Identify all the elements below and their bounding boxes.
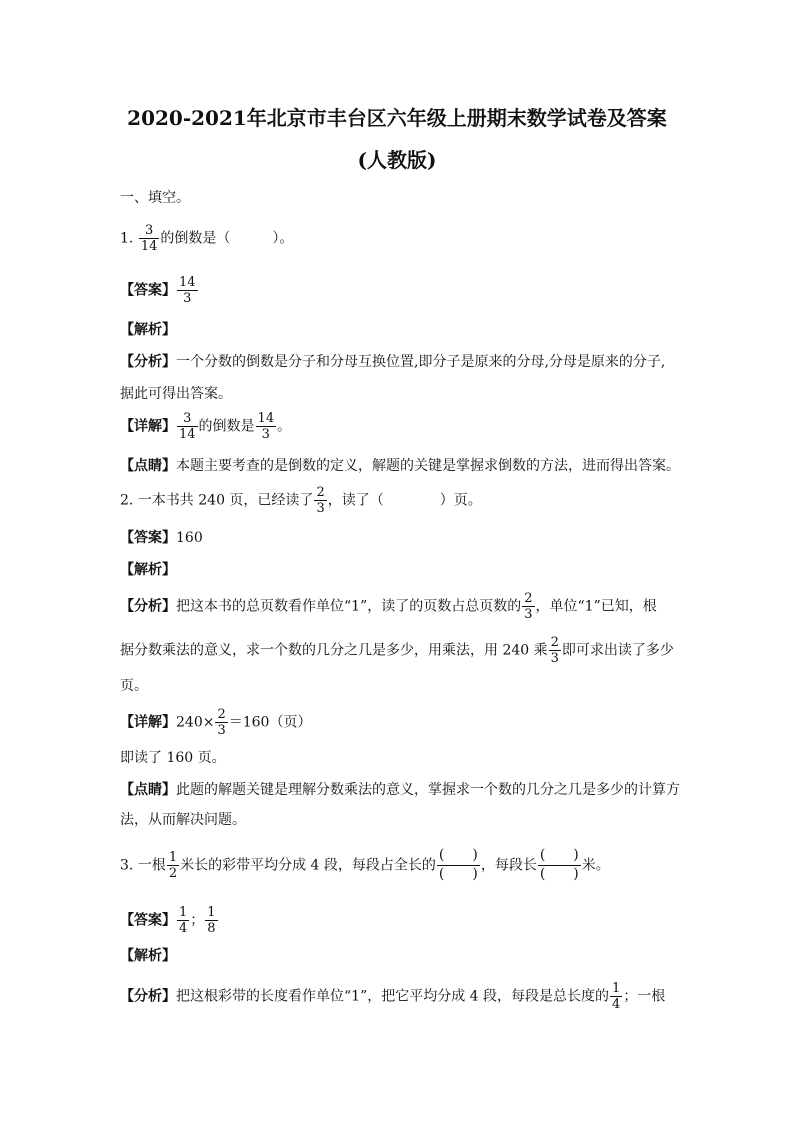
answer-value: 160 [176,530,203,546]
detail-text: 。 [277,418,292,435]
analysis-text: 把这根彩带的长度看作单位“1”，把它平均分成 4 段，每段是总长度的 [176,988,610,1005]
fraction: $\frac{1}{2}$ [168,850,178,881]
analysis-line [120,592,657,621]
detail-text: ＝160（页） [228,714,312,731]
dianjing-line [120,456,680,476]
question-text: 米。 [581,857,610,874]
analysis-text: 把这本书的总页数看作单位“1”，读了的页数占总页数的 [176,598,522,615]
detail-text: 240× [176,714,215,731]
analysis-label: 【解析】 [120,948,176,964]
fraction: $\frac{3}{14}$ [140,223,158,254]
fenxi-label: 【分析】 [120,988,176,1005]
detail-line [120,708,311,737]
dianjing-line: 法，从而解决问题。 [120,812,246,828]
analysis-label: 【解析】 [120,562,176,578]
fraction: $\frac{2}{3}$ [550,635,559,666]
answer-fraction: $\frac{1}{8}$ [207,905,216,936]
question-3 [120,848,610,883]
answer-label: 【答案】 [120,912,176,929]
question-text: ，读了（ ）页。 [327,492,482,509]
answer-separator: ； [190,912,205,929]
dianjing-label: 【点睛】 [120,782,176,798]
question-text: 一本书共 240 页，已经读了 [137,492,314,509]
answer-fraction: $\frac{1}{4}$ [179,905,188,936]
analysis-label: 【解析】 [120,322,176,338]
blank-fraction: $\frac{( )}{( )}$ [539,847,579,882]
fraction: $\frac{1}{4}$ [612,981,621,1012]
question-number: 3. [120,857,134,874]
answer-label: 【答案】 [120,282,176,299]
detail-label: 【详解】 [120,418,176,435]
detail-text: 的倒数是 [198,418,255,435]
analysis-line [120,982,665,1011]
result-line: 即读了 160 页。 [120,750,226,766]
question-text: ，每段长 [480,857,537,874]
question-text: 米长的彩带平均分成 4 段，每段占全长的 [180,857,436,874]
question-text: 一根 [137,857,166,874]
analysis-text: 即可求出读了多少 [561,642,674,659]
question-number: 2. [120,492,134,509]
fenxi-label: 【分析】 [120,598,176,615]
question-text: 的倒数是（ ）。 [160,230,294,247]
analysis-line [120,352,665,372]
analysis-text: 一个分数的倒数是分子和分母互换位置,即分子是原来的分母,分母是原来的分子, [176,354,666,370]
dianjing-label: 【点睛】 [120,458,176,474]
fraction: $\frac{2}{3}$ [217,707,226,738]
detail-line [120,412,291,441]
analysis-line: 据此可得出答案。 [120,386,232,402]
question-number: 1. [120,230,134,247]
analysis-text: ，单位“1”已知，根 [535,598,657,615]
answer-line [120,528,203,548]
question-2 [120,486,482,515]
section-heading: 一、填空。 [120,190,190,206]
doc-title-line2: (人教版) [357,148,437,172]
doc-title-line1: 2020-2021年北京市丰台区六年级上册期末数学试卷及答案 [127,106,667,130]
fraction: $\frac{2}{3}$ [524,591,533,622]
analysis-text: ；一根 [623,988,666,1005]
answer-fraction: $\frac{14}{3}$ [179,275,196,306]
answer-label: 【答案】 [120,530,176,546]
analysis-line: 页。 [120,678,148,694]
question-1 [120,224,293,253]
dianjing-text: 此题的解题关键是理解分数乘法的意义，掌握求一个数的几分之几是多少的计算方 [176,782,680,798]
analysis-text: 据分数乘法的意义，求一个数的几分之几是多少，用乘法，用 240 乘 [120,642,548,659]
dianjing-line [120,780,680,800]
fenxi-label: 【分析】 [120,354,176,370]
analysis-line [120,636,674,665]
detail-label: 【详解】 [120,714,176,731]
fraction: $\frac{14}{3}$ [257,411,275,442]
answer-line [120,906,219,935]
answer-line [120,276,199,305]
fraction: $\frac{3}{14}$ [179,411,196,442]
dianjing-text: 本题主要考查的是倒数的定义，解题的关键是掌握求倒数的方法，进而得出答案。 [176,458,680,474]
blank-fraction: $\frac{( )}{( )}$ [438,847,478,882]
fraction: $\frac{2}{3}$ [316,485,325,516]
